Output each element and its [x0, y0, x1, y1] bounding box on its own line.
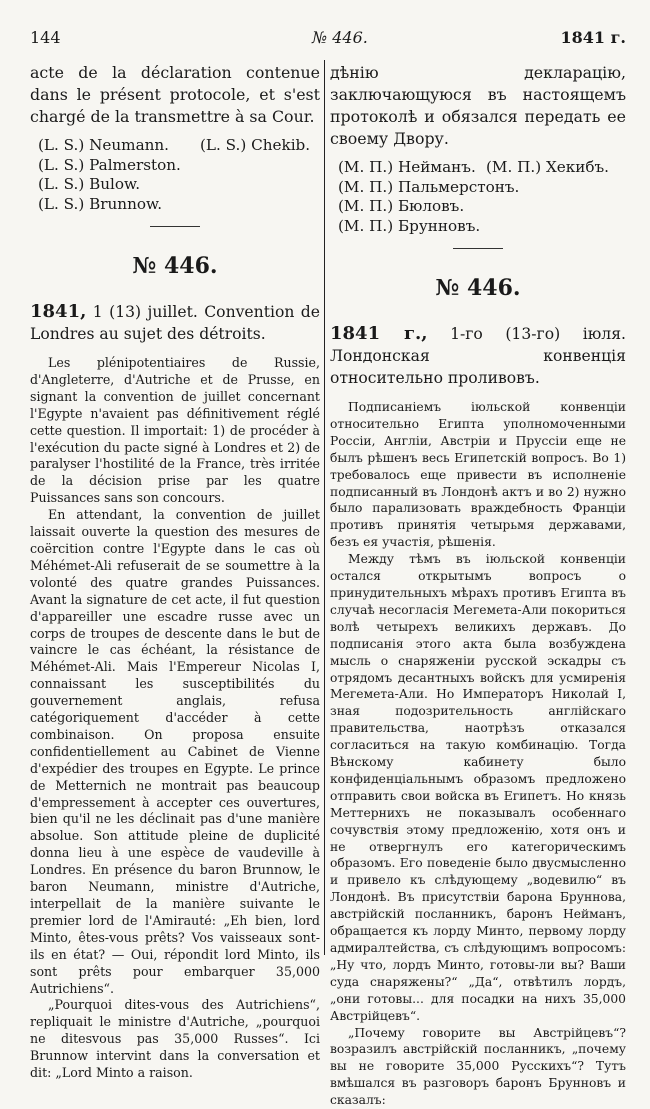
signer: (М. П.) Пальмерстонъ.	[338, 177, 520, 196]
column-divider	[324, 60, 325, 955]
title-text: 1-го (13-го) іюля. Лондонская конвенція относительно проливовъ.	[330, 325, 626, 387]
body-text	[330, 399, 626, 1109]
carryover-text: дѣнію декларацію, заключающуюся въ настоящемъ протоколѣ и обязался передать ее своему Двору.	[330, 63, 626, 148]
signer-row	[330, 158, 626, 178]
title-date: 1841 г.,	[330, 323, 428, 344]
paragraph: „Pourquoi dites-vous des Autrichiens“, repliquait le ministre d'Autriche, „pourquoi ne ditesvous pas 35,000 Russes“. Ici Brunnow intervint dans la conversation et dit: „Lord Minto a raison.	[30, 997, 320, 1081]
signer: (L. S.) Bulow.	[38, 175, 141, 193]
signer-row	[330, 217, 626, 237]
signer-row	[30, 175, 320, 195]
paragraph: Между тѣмъ въ іюльской конвенціи остался открытымъ вопросъ о принудительныхъ мѣрахъ противъ Египта въ случаѣ несогласія Мегемета-Али покориться волѣ четырехъ великихъ державъ. До подписанія этого акта была возбуждена мысль о снаряженіи русской эскадры съ отрядомъ десантныхъ войскъ для усмиренія Мегемета-Али. Но Императоръ Николай I, зная подозрительность англійскаго правительства, наотрѣзъ отказался согласиться на такую комбинацію. Тогда Вѣнскому кабинету было конфиденціальнымъ образомъ предложено отправить свои войска въ Египетъ. Но князь Меттернихъ не показывалъ особеннаго сочувствія этому предложенію, хотя онъ и не отвергнулъ его категорическимъ образомъ. Его поведеніе было двусмысленно и привело къ слѣдующему „водевилю“ въ Лондонѣ. Въ присутствіи барона Бруннова, австрійскій посланникъ, баронъ Нейманъ, обращается къ лорду Минто, первому лорду адмиралтейства, съ слѣдующимъ вопросомъ: „Ну что, лордъ Минто, готовы-ли вы? Ваши суда снаряжены?“ „Да“, отвѣтилъ лордъ, „они готовы... для посадки на нихъ 35,000 Австрійцевъ“.	[330, 552, 626, 1023]
signer-row	[30, 136, 320, 156]
running-doc-number: № 446.	[312, 28, 368, 47]
title-date: 1841,	[30, 301, 87, 322]
signer: (L. S.) Chekib.	[200, 136, 311, 154]
paragraph: „Почему говорите вы Австрійцевъ“? возразилъ австрійскій посланникъ, „почему вы не говорите 35,000 Русскихъ“? Тутъ вмѣшался въ разговоръ баронъ Брунновъ и сказалъ:	[330, 1025, 626, 1108]
section-separator	[453, 248, 503, 249]
page-header	[30, 24, 626, 52]
document-number: № 446.	[132, 253, 218, 279]
paragraph: En attendant, la convention de juillet laissait ouverte la question des mesures de coërcition contre l'Egypte dans le cas où Méhémet-Ali refuserait de se soumettre à la volonté des quatre grandes Puissances. Avant la signature de cet acte, il fut question d'appareiller une escadre russe avec un corps de troupes de descente dans le but de vaincre le cas échéant, la résistance de Méhémet-Ali. Mais l'Empereur Nicolas I, connaissant les susceptibilités du gouvernement anglais, refusa catégoriquement d'accéder à cette combinaison. On proposa ensuite confidentiellement au Cabinet de Vienne d'expédier des troupes en Egypte. Le prince de Metternich ne montrait pas beaucoup d'empressement à accepter ces ouvertures, bien qu'il ne les déclinait pas d'une manière absolue. Son attitude pleine de duplicité donna lieu à une espèce de vaudeville à Londres. En présence du baron Brunnow, le baron Neumann, ministre d'Autriche, interpellait de la manière suivante le premier lord de l'Amirauté: „Eh bien, lord Minto, êtes-vous prêts? Vos vaisseaux sont-ils en état? — Oui, répondit lord Minto, ils sont prêts pour embarquer 35,000 Autrichiens“.	[30, 507, 320, 996]
document-title	[30, 301, 320, 345]
title-text: 1 (13) juillet. Convention de Londres au sujet des détroits.	[30, 303, 320, 343]
signer: (М. П.) Брунновъ.	[338, 216, 481, 235]
document-title	[330, 323, 626, 389]
signer: (L. S.) Brunnow.	[38, 194, 163, 213]
page-number: 144	[30, 28, 61, 47]
french-column	[30, 62, 320, 1082]
signer: (L. S.) Palmerston.	[38, 155, 181, 174]
signer-row	[330, 197, 626, 217]
signer: (М. П.) Бюловъ.	[338, 197, 465, 215]
signer-row	[30, 195, 320, 215]
carryover-text: acte de la déclaration contenue dans le présent protocole, et s'est chargé de la transmettre à sa Cour.	[30, 63, 320, 126]
signer-row	[30, 156, 320, 176]
section-separator	[150, 226, 200, 227]
signer: (L. S.) Neumann.	[38, 136, 170, 154]
signatories	[330, 158, 626, 236]
signer: (М. П.) Нейманъ.	[338, 158, 476, 176]
body-text	[30, 355, 320, 1082]
signer-row	[330, 178, 626, 198]
document-number: № 446.	[435, 275, 521, 301]
paragraph: Подписаніемъ іюльской конвенціи относительно Египта уполномоченными Россіи, Англіи, Австріи и Пруссіи еще не былъ рѣшенъ весь Египетскій вопросъ. Во 1) требовалось еще привести въ исполненіе подписанный въ Лондонѣ актъ и во 2) нужно было парализовать враждебность Франціи противъ принятія четырьмя державами, безъ ея участія, рѣшенія.	[330, 400, 626, 550]
running-year: 1841 г.	[560, 28, 626, 47]
signatories	[30, 136, 320, 214]
signer: (М. П.) Хекибъ.	[486, 158, 610, 176]
russian-column	[330, 62, 626, 1109]
paragraph: Les plénipotentiaires de Russie, d'Angleterre, d'Autriche et de Prusse, en signant la convention de juillet concernant l'Egypte n'avaient pas définitivement réglé cette question. Il importait: 1) de procéder à l'exécution du pacte signé à Londres et 2) de paralyser l'hostilité de la France, très irritée de la décision prise par les quatre Puissances sans son concours.	[30, 355, 320, 506]
